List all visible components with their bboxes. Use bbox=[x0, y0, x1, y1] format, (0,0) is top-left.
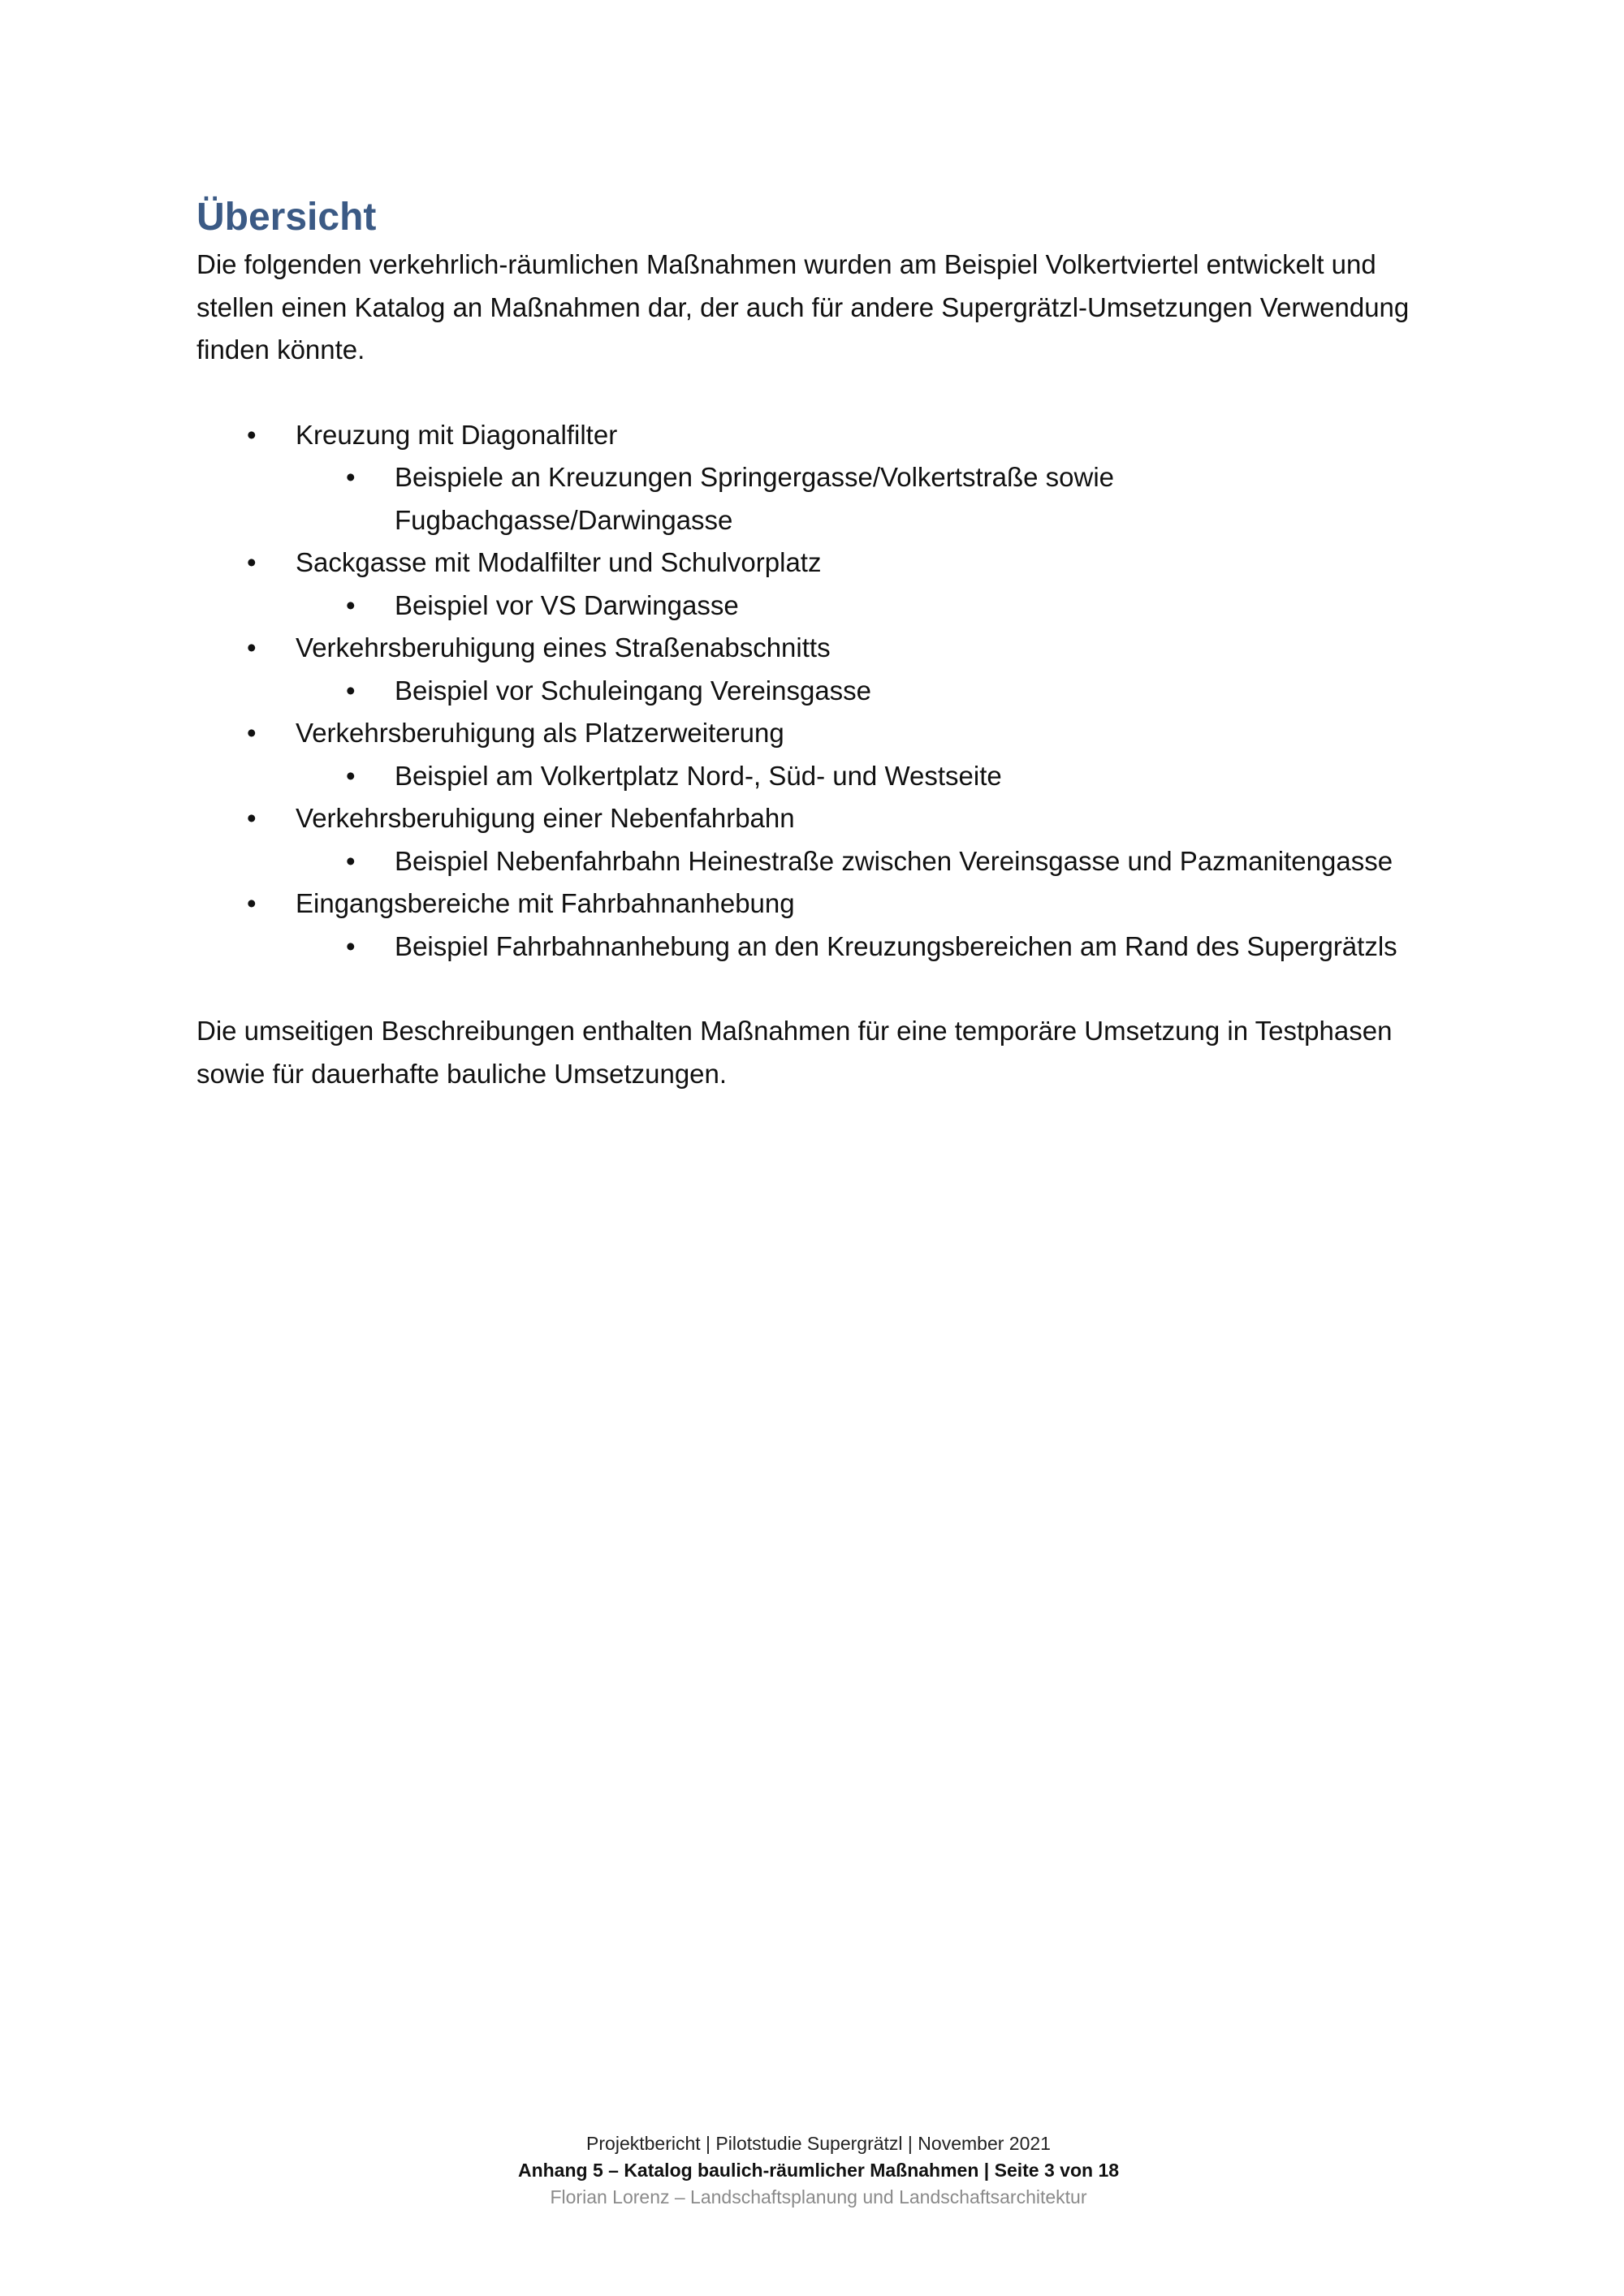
example-label: Beispiel vor Schuleingang Vereinsgasse bbox=[395, 675, 872, 706]
example-label: Beispiel am Volkertplatz Nord-, Süd- und Westseite bbox=[395, 760, 1002, 791]
example-item bbox=[296, 926, 1447, 969]
example-label: Beispiele an Kreuzungen Springergasse/Volkertstraße sowie Fugbachgasse/Darwingasse bbox=[395, 462, 1115, 535]
measure-item bbox=[197, 542, 1447, 627]
bullet-icon: • bbox=[346, 462, 356, 492]
example-label: Beispiel vor VS Darwingasse bbox=[395, 589, 739, 620]
bullet-icon: • bbox=[247, 419, 257, 450]
example-list bbox=[296, 585, 1447, 628]
measure-label: Sackgasse mit Modalfilter und Schulvorplatz bbox=[296, 547, 822, 577]
bullet-icon: • bbox=[346, 760, 356, 791]
example-item bbox=[296, 670, 1447, 713]
example-label: Beispiel Nebenfahrbahn Heinestraße zwischen Vereinsgasse und Pazmanitengasse bbox=[395, 845, 1393, 876]
measure-label: Verkehrsberuhigung einer Nebenfahrbahn bbox=[296, 803, 795, 833]
example-list bbox=[296, 926, 1447, 969]
measure-item bbox=[197, 797, 1447, 883]
example-list bbox=[296, 755, 1447, 798]
bullet-icon: • bbox=[247, 718, 257, 748]
example-label: Beispiel Fahrbahnanhebung an den Kreuzungsbereichen am Rand des Supergrätzls bbox=[395, 930, 1397, 961]
measure-item bbox=[197, 883, 1447, 968]
example-item bbox=[296, 840, 1447, 883]
page-footer bbox=[0, 2130, 1624, 2211]
bullet-icon: • bbox=[346, 845, 356, 876]
bullet-icon: • bbox=[247, 803, 257, 833]
example-list bbox=[296, 840, 1447, 883]
example-list bbox=[296, 670, 1447, 713]
bullet-icon: • bbox=[346, 675, 356, 706]
example-item bbox=[296, 585, 1447, 628]
measure-item bbox=[197, 627, 1447, 712]
footer-project-line: Projektbericht | Pilotstudie Supergrätzl | November 2021 bbox=[586, 2133, 1051, 2154]
intro-paragraph: Die folgenden verkehrlich-räumlichen Maßnahmen wurden am Beispiel Volkertviertel entwickelt und stellen einen Katalog an Maßnahmen dar, der auch für andere Supergrätzl-Umsetzungen Verwendung finden könnte. bbox=[197, 249, 1410, 365]
measures-list bbox=[197, 414, 1447, 969]
example-list bbox=[296, 456, 1447, 542]
measure-label: Eingangsbereiche mit Fahrbahnanhebung bbox=[296, 888, 795, 918]
measure-label: Kreuzung mit Diagonalfilter bbox=[296, 419, 618, 450]
measure-label: Verkehrsberuhigung als Platzerweiterung bbox=[296, 718, 784, 748]
bullet-icon: • bbox=[247, 888, 257, 918]
page-content bbox=[197, 195, 1447, 1095]
bullet-icon: • bbox=[247, 547, 257, 577]
bullet-icon: • bbox=[346, 930, 356, 961]
footer-annex-line: Anhang 5 – Katalog baulich-räumlicher Maßnahmen | Seite 3 von 18 bbox=[517, 2160, 1120, 2181]
page-title: Übersicht bbox=[197, 196, 377, 239]
bullet-icon: • bbox=[346, 589, 356, 620]
measure-item bbox=[197, 414, 1447, 542]
measure-item bbox=[197, 712, 1447, 797]
example-item bbox=[296, 456, 1447, 542]
bullet-icon: • bbox=[247, 632, 257, 662]
example-item bbox=[296, 755, 1447, 798]
footer-author-line: Florian Lorenz – Landschaftsplanung und Landschaftsarchitektur bbox=[550, 2186, 1087, 2208]
measure-label: Verkehrsberuhigung eines Straßenabschnitts bbox=[296, 632, 831, 662]
closing-paragraph: Die umseitigen Beschreibungen enthalten Maßnahmen für eine temporäre Umsetzung in Testphasen sowie für dauerhafte bauliche Umsetzungen. bbox=[197, 1016, 1393, 1089]
